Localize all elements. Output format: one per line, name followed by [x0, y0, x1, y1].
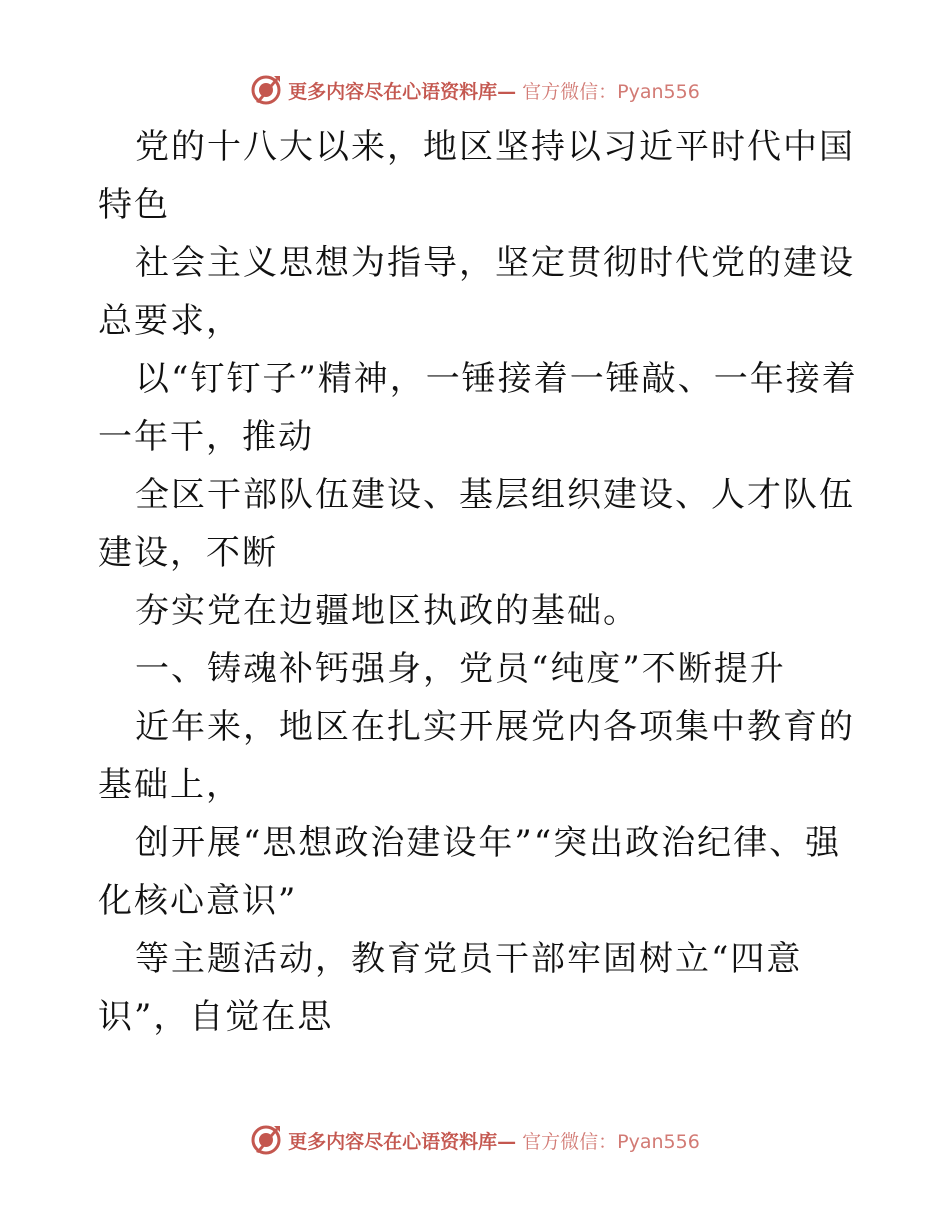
- paragraph-8: 等主题活动，教育党员干部牢固树立“四意识”，自觉在思: [98, 939, 803, 1037]
- paragraph-5: 夯实党在边疆地区执政的基础。: [135, 591, 639, 631]
- section-heading-1: 一、铸魂补钙强身，党员“纯度”不断提升: [135, 649, 786, 689]
- paragraph-4: 全区干部队伍建设、基层组织建设、人才队伍建设，不断: [98, 475, 855, 573]
- footer-wechat-text: 官方微信：Pyan556: [522, 1130, 700, 1153]
- paragraph-2: 社会主义思想为指导，坚定贯彻时代党的建设总要求，: [98, 243, 855, 341]
- header-watermark: [0, 70, 950, 110]
- quill-logo-icon: [250, 1124, 282, 1156]
- paragraph-3: 以“钉钉子”精神，一锤接着一锤敲、一年接着一年干，推动: [98, 359, 858, 457]
- header-wechat-text: 官方微信：Pyan556: [522, 80, 700, 103]
- footer-watermark: [0, 1120, 950, 1160]
- footer-brand-text: 更多内容尽在心语资料库—: [288, 1130, 517, 1153]
- paragraph-1: 党的十八大以来，地区坚持以习近平时代中国特色: [98, 127, 855, 225]
- header-brand-text: 更多内容尽在心语资料库—: [288, 80, 517, 103]
- paragraph-6: 近年来，地区在扎实开展党内各项集中教育的基础上，: [98, 707, 855, 805]
- quill-logo-icon: [250, 74, 282, 106]
- paragraph-7: 创开展“思想政治建设年”“突出政治纪律、强化核心意识”: [98, 823, 842, 921]
- document-body: [98, 118, 858, 1046]
